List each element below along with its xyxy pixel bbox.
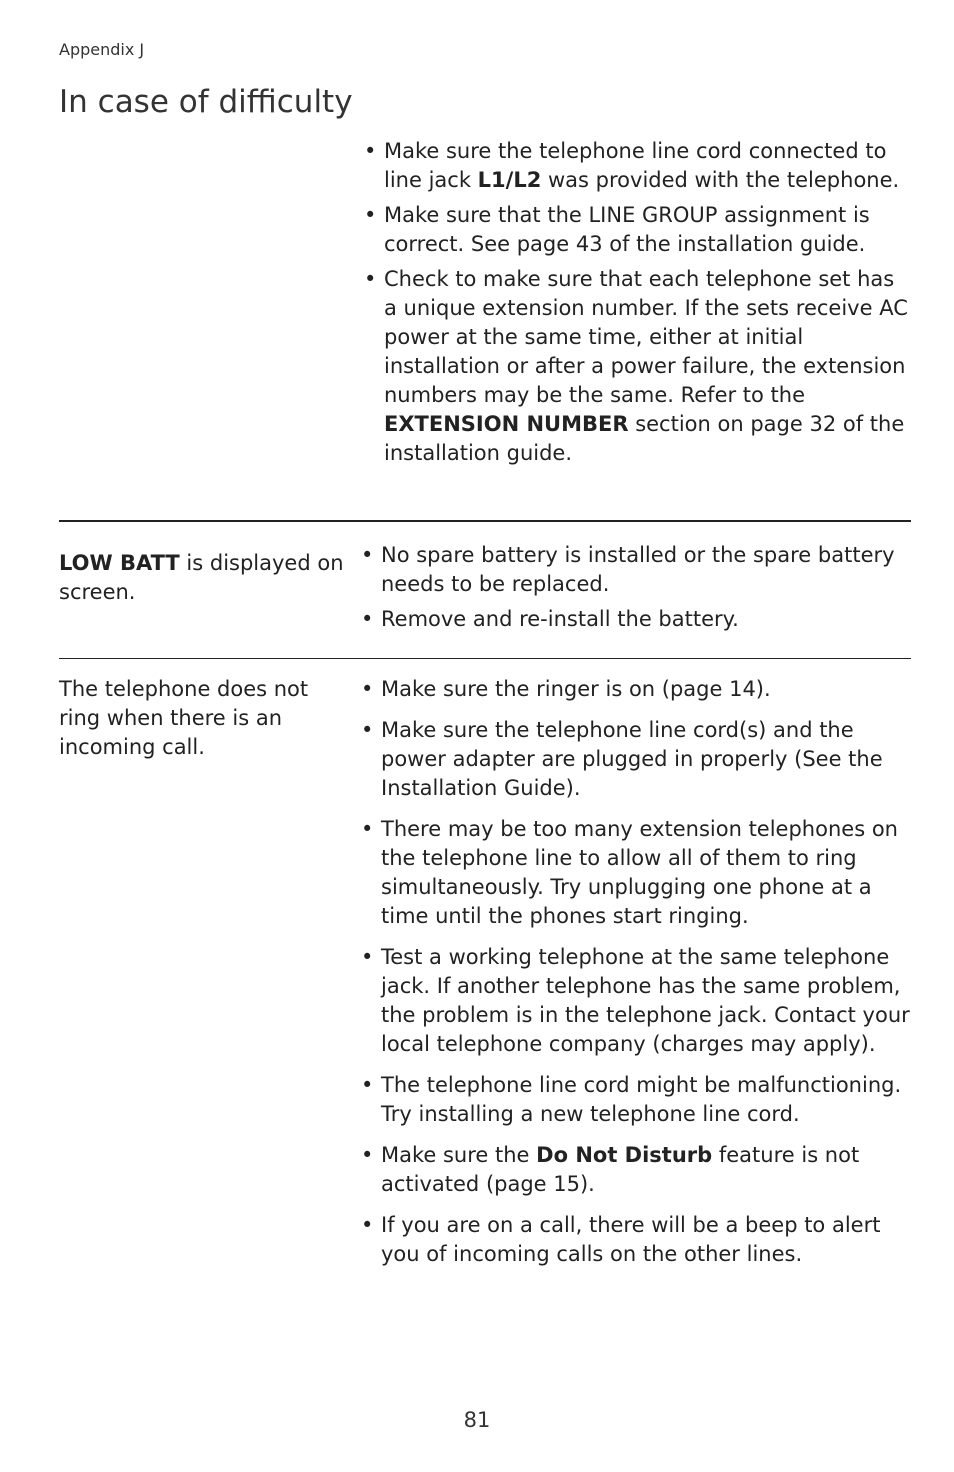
solution-item: • Make sure the Do Not Disturb feature is not activated (page 15). (359, 1141, 911, 1199)
solution-item: • No spare battery is installed or the spare battery needs to be replaced. (359, 541, 911, 599)
solution-list (362, 137, 911, 468)
solution-list (359, 675, 911, 1269)
solution-item: • There may be too many extension telephones on the telephone line to allow all of them to ring simultaneously. Try unplugging one phone at a time until the phones start ringing. (359, 815, 911, 931)
solution-item: • Remove and re-install the battery. (359, 605, 911, 634)
problem-description: LOW BATT is displayed on screen. (59, 551, 344, 604)
solution-item: • Test a working telephone at the same telephone jack. If another telephone has the same problem, the problem is in the telephone jack. Contact your local telephone company (charges may apply). (359, 943, 911, 1059)
solutions-column (359, 541, 911, 640)
solutions-column (359, 675, 911, 1281)
solution-item: • Make sure that the LINE GROUP assignment is correct. See page 43 of the installation guide. (362, 201, 911, 259)
solution-item: • Make sure the telephone line cord connected to line jack L1/L2 was provided with the telephone. (362, 137, 911, 195)
page-title: In case of difficulty (59, 84, 353, 120)
solution-item: • Make sure the telephone line cord(s) and the power adapter are plugged in properly (See the Installation Guide). (359, 716, 911, 803)
problem-description: The telephone does not ring when there is an incoming call. (59, 677, 309, 759)
section-divider (59, 658, 911, 659)
running-header: Appendix J (59, 40, 145, 59)
solution-item: • The telephone line cord might be malfunctioning. Try installing a new telephone line cord. (359, 1071, 911, 1129)
solution-list (359, 541, 911, 634)
solution-item: • Check to make sure that each telephone set has a unique extension number. If the sets receive AC power at the same time, either at initial installation or after a power failure, the extension numbers may be the same. Refer to the EXTENSION NUMBER section on page 32 of the installation guide. (362, 265, 911, 468)
section-divider (59, 520, 911, 522)
solution-item: • If you are on a call, there will be a beep to alert you of incoming calls on the other lines. (359, 1211, 911, 1269)
solution-item: • Make sure the ringer is on (page 14). (359, 675, 911, 704)
page-number: 81 (463, 1408, 491, 1432)
solutions-column (362, 137, 911, 474)
